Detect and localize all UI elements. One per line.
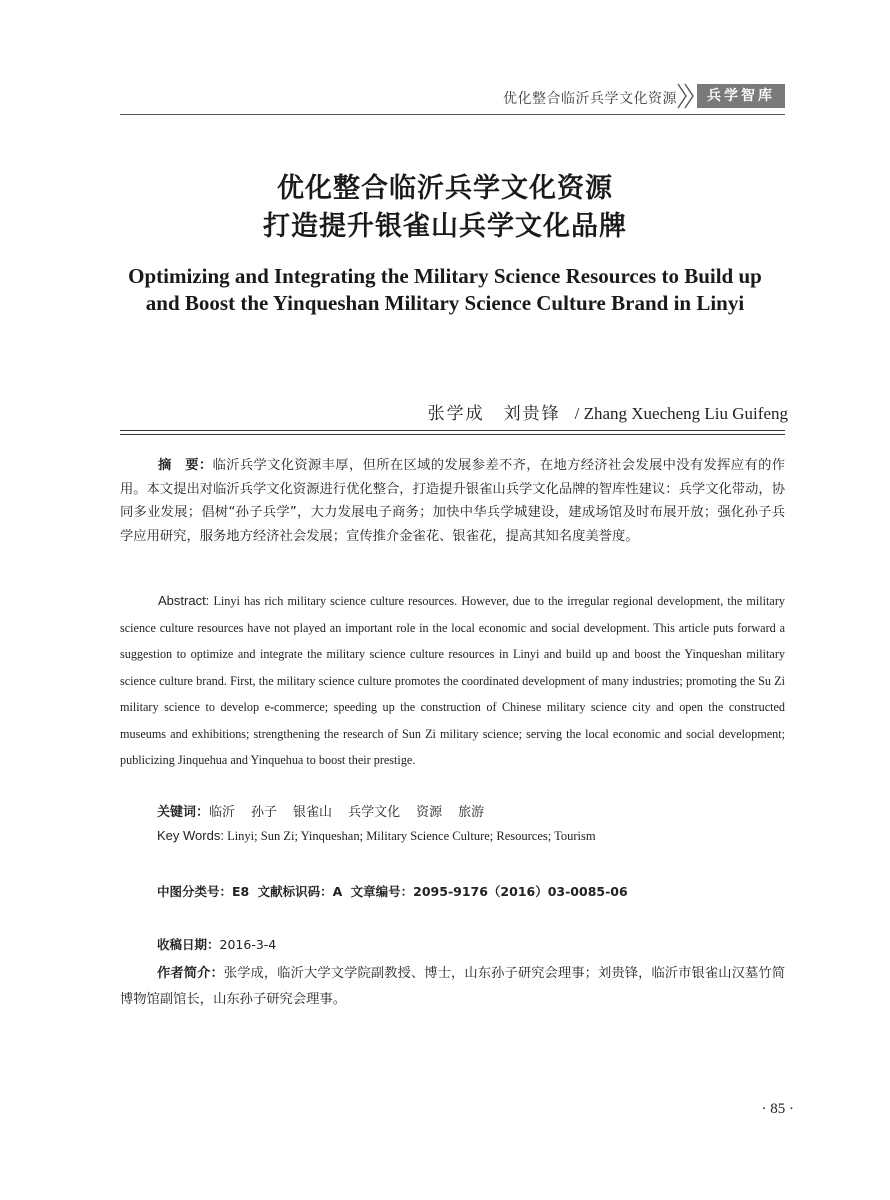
keywords-en (157, 828, 596, 844)
keywords-en-text: Linyi; Sun Zi; Yinqueshan; Military Science Culture; Resources; Tourism (227, 829, 596, 843)
author-bio-label: 作者简介： (157, 966, 224, 981)
keyword-item: 旅游 (458, 805, 485, 820)
keyword-item: 兵学文化 (348, 805, 401, 820)
keyword-item: 资源 (416, 805, 443, 820)
keyword-item: 孙子 (251, 805, 278, 820)
abstract-en-text: Linyi has rich military science culture resources. However, due to the irregular regional development, the military science culture resources have not played an important role in the local economic and social development. This article puts forward a suggestion to optimize and integrate the military science culture resources in Linyi and build up and boost the Yinqueshan military science culture brand. First, the military science culture promotes the coordinated development of many industries; promoting the Su Zi military science to develop e-commerce; speeding up the construction of Chinese military science city and open the constructed museums and exhibitions; strengthening the research of Sun Zi military science; serving the local economic and social development; publicizing Jinquehua and Yinquehua to boost their prestige. (120, 594, 785, 767)
author-bio-text: 张学成，临沂大学文学院副教授、博士，山东孙子研究会理事；刘贵锋，临沂市银雀山汉墓竹简博物馆副馆长，山东孙子研究会理事。 (120, 966, 786, 1007)
abstract-cn-text: 临沂兵学文化资源丰厚，但所在区域的发展参差不齐，在地方经济社会发展中没有发挥应有的作用。本文提出对临沂兵学文化资源进行优化整合，打造提升银雀山兵学文化品牌的智库性建议：兵学文化带动，协同多业发展；倡树“孙子兵学”，大力发展电子商务；加快中华兵学城建设，建成场馆及时布展开放；强化孙子兵学应用研究，服务地方经济社会发展；宣传推介金雀花、银雀花，提高其知名度美誉度。 (120, 458, 786, 544)
authors-divider-bottom (120, 434, 785, 435)
clc-number: 中图分类号：E8 (157, 884, 250, 899)
author-bio (120, 961, 785, 1013)
authors-en: / Zhang Xuecheng Liu Guifeng (574, 404, 788, 423)
title-cn-line1: 优化整合临沂兵学文化资源 (277, 173, 613, 204)
document-code: 文献标识码：A (257, 884, 343, 899)
abstract-cn-label: 摘 要： (158, 458, 213, 473)
keywords-cn (157, 801, 500, 820)
running-title: 优化整合临沂兵学文化资源 (503, 91, 677, 107)
authors-cn: 张学成 刘贵锋 (427, 404, 561, 424)
section-tag: 兵学智库 (697, 84, 785, 108)
running-header (120, 82, 785, 116)
title-cn-line2: 打造提升银雀山兵学文化品牌 (263, 211, 627, 242)
article-number: 文章编号：2095-9176（2016）03-0085-06 (350, 884, 628, 899)
keywords-en-label: Key Words: (157, 828, 224, 843)
page-number: · 85 · (761, 1101, 794, 1117)
authors (428, 399, 788, 424)
received-date (157, 935, 276, 953)
classification-line (157, 882, 632, 900)
title-en-line1: Optimizing and Integrating the Military Science Resources to Build up (128, 264, 762, 288)
title-en-line2: and Boost the Yinqueshan Military Science Culture Brand in Linyi (145, 291, 745, 315)
received-value: 2016-3-4 (219, 937, 277, 952)
received-label: 收稿日期： (157, 937, 220, 952)
abstract-cn (120, 454, 785, 548)
keyword-item: 临沂 (209, 805, 236, 820)
keywords-cn-label: 关键词： (157, 805, 210, 820)
keyword-item: 银雀山 (293, 805, 333, 820)
abstract-en (120, 588, 785, 774)
header-divider (120, 114, 785, 115)
authors-divider-top (120, 430, 785, 431)
abstract-en-label: Abstract: (158, 593, 210, 608)
double-chevron-icon (675, 82, 697, 110)
